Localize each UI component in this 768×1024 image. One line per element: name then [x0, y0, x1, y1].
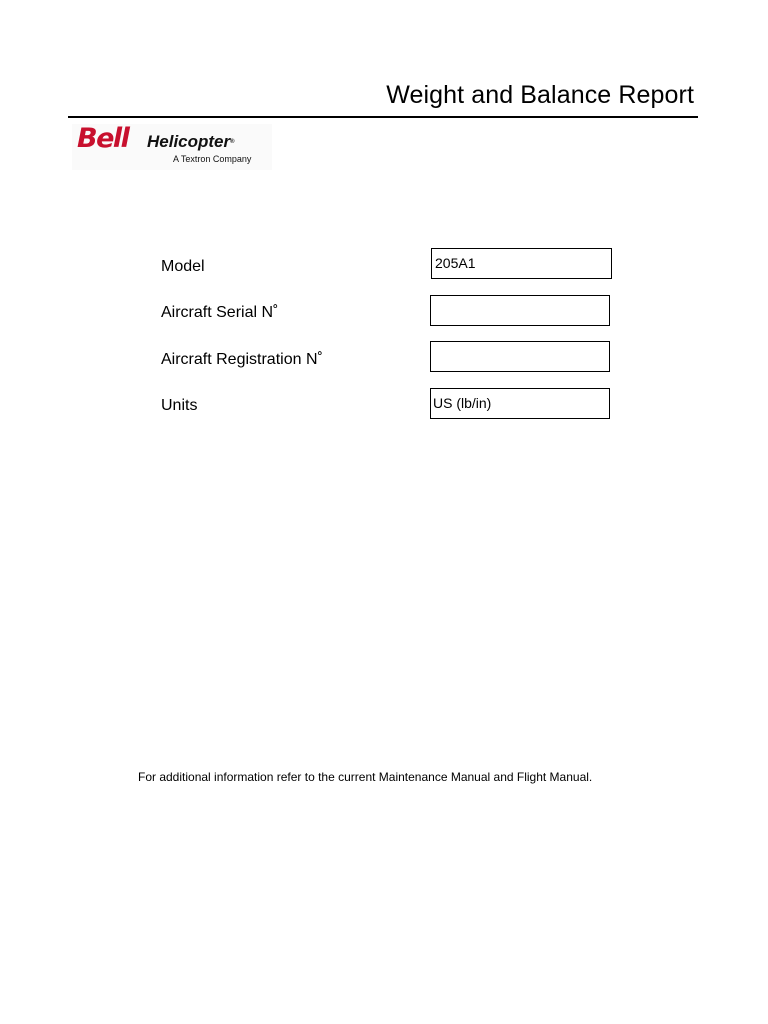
page-title: Weight and Balance Report	[386, 81, 694, 109]
model-field[interactable]: 205A1	[431, 248, 612, 279]
model-label: Model	[161, 258, 205, 275]
bell-helicopter-logo	[72, 124, 272, 170]
aircraft-serial-field[interactable]	[430, 295, 610, 326]
aircraft-registration-label: Aircraft Registration N˚	[161, 351, 323, 368]
logo-tagline: A Textron Company	[173, 154, 252, 164]
registered-mark: ®	[230, 139, 235, 145]
units-label: Units	[161, 397, 198, 414]
title-divider	[68, 116, 698, 118]
units-field[interactable]: US (lb/in)	[430, 388, 610, 419]
logo-wordmark-text: Helicopter	[147, 132, 231, 151]
aircraft-serial-label: Aircraft Serial N˚	[161, 304, 279, 321]
aircraft-registration-field[interactable]	[430, 341, 610, 372]
logo-wordmark	[147, 132, 235, 152]
footer-note: For additional information refer to the current Maintenance Manual and Flight Manual.	[138, 770, 593, 784]
logo-brand-mark: Bell	[77, 123, 129, 154]
